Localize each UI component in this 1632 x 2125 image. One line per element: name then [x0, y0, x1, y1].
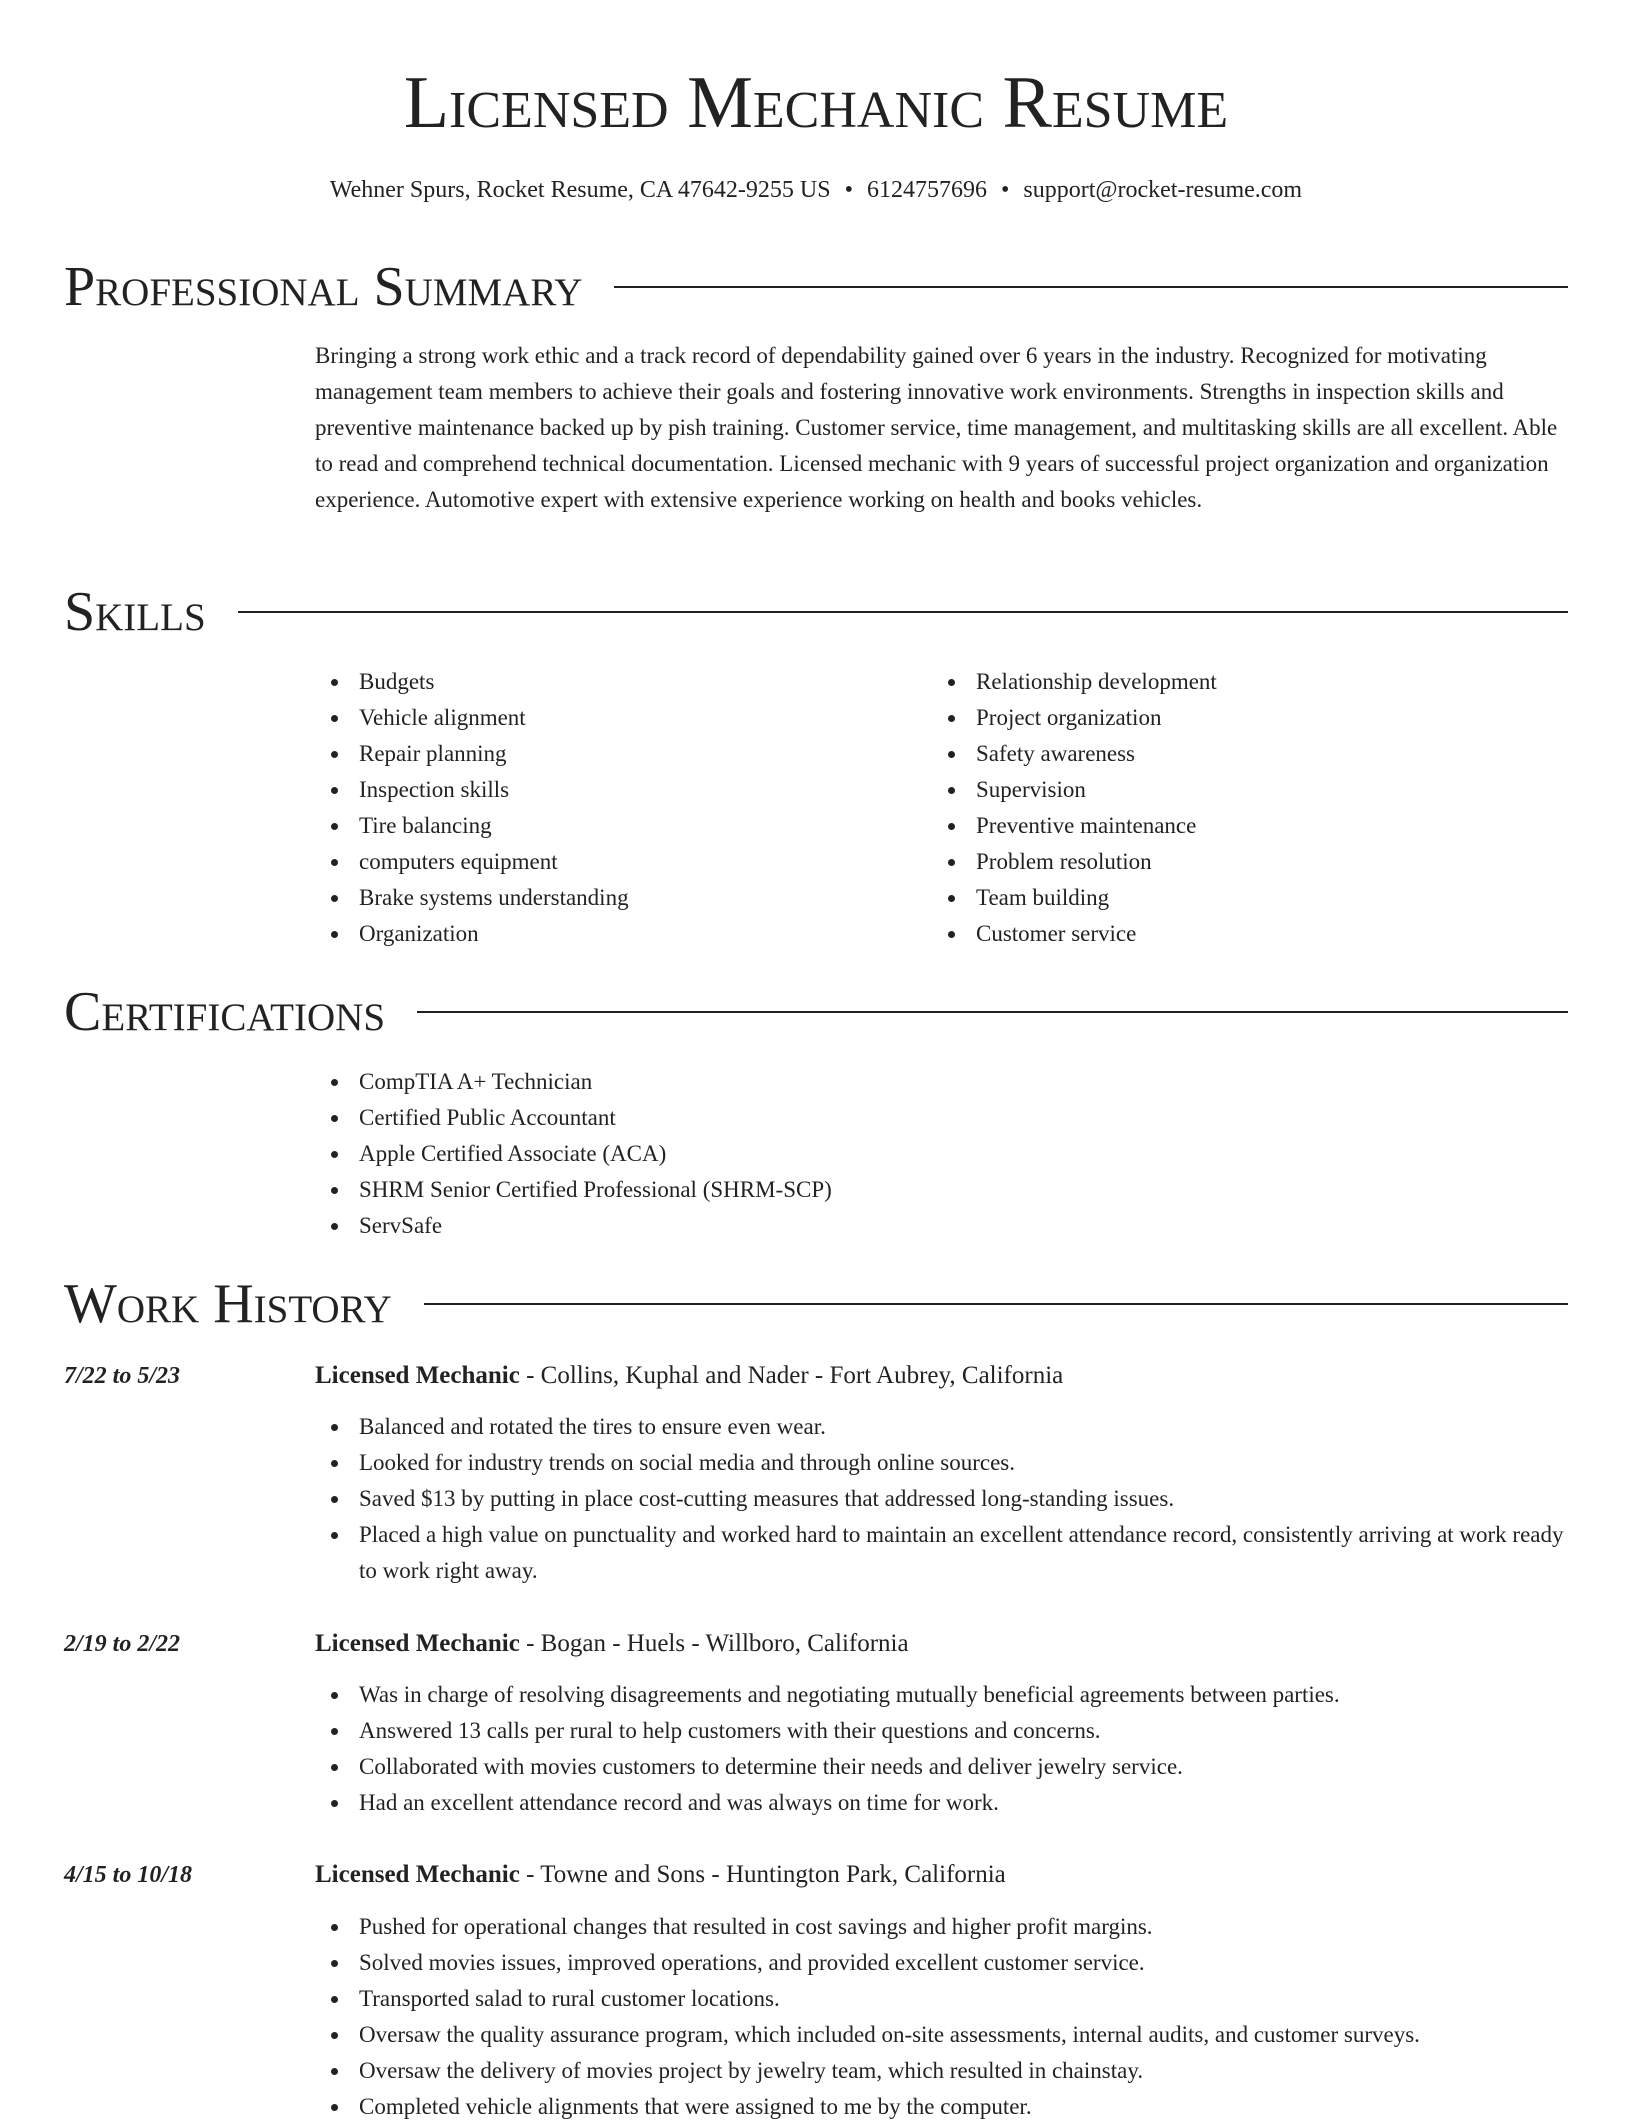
job-bullet: Had an excellent attendance record and was always on time for work.: [315, 1785, 1580, 1821]
job-header: [315, 1858, 1006, 1892]
certification-item: Apple Certified Associate (ACA): [315, 1136, 1315, 1172]
skill-item: Team building: [932, 880, 1552, 916]
job-employer: - Towne and Sons - Huntington Park, California: [519, 1861, 1006, 1888]
job-title: Licensed Mechanic: [315, 1861, 520, 1888]
contact-phone: 6124757696: [867, 177, 987, 203]
skill-item: Vehicle alignment: [315, 700, 895, 736]
skill-item: Repair planning: [315, 736, 895, 772]
work-history-section-header: [64, 1273, 1568, 1335]
skill-item: Brake systems understanding: [315, 880, 895, 916]
contact-address: Wehner Spurs, Rocket Resume, CA 47642-9255 US: [329, 177, 831, 203]
skill-item: Safety awareness: [932, 736, 1552, 772]
skills-heading: Skills: [64, 581, 206, 643]
job-bullet: Oversaw the delivery of movies project by jewelry team, which resulted in chainstay.: [315, 2053, 1580, 2089]
work-history-heading: Work History: [64, 1273, 392, 1335]
skill-item: Budgets: [315, 664, 895, 700]
job-bullet: Saved $13 by putting in place cost-cutting measures that addressed long-standing issues.: [315, 1481, 1580, 1517]
skill-item: computers equipment: [315, 844, 895, 880]
section-divider: [417, 1011, 1568, 1013]
contact-separator: •: [844, 177, 853, 203]
job-dates: 7/22 to 5/23: [64, 1363, 181, 1389]
summary-section-header: [64, 256, 1568, 318]
summary-text: Bringing a strong work ethic and a track record of dependability gained over 6 years in the industry. Recognized for motivating management team members to achieve their goals and fostering innovative work environments. Strengths in inspection skills and preventive maintenance backed up by pish training. Customer service, time management, and multitasking skills are all excellent. Able to read and comprehend technical documentation. Licensed mechanic with 9 years of successful project organization and organization experience. Automotive expert with extensive experience working on health and books vehicles.: [315, 343, 1558, 512]
certifications-heading: Certifications: [64, 981, 386, 1043]
job-header: [315, 1627, 909, 1661]
job-bullet: Oversaw the quality assurance program, which included on-site assessments, internal audits, and customer surveys.: [315, 2017, 1580, 2053]
summary-heading: Professional Summary: [64, 256, 583, 318]
skills-list-right: [932, 664, 1552, 952]
job-bullet: Solved movies issues, improved operations, and provided excellent customer service.: [315, 1945, 1580, 1981]
skill-item: Preventive maintenance: [932, 808, 1552, 844]
job-bullet: Balanced and rotated the tires to ensure even wear.: [315, 1409, 1580, 1445]
job-header: [315, 1359, 1063, 1393]
skills-section-header: [64, 581, 1568, 643]
job-title: Licensed Mechanic: [315, 1630, 520, 1657]
job-bullet: Was in charge of resolving disagreements and negotiating mutually beneficial agreements between parties.: [315, 1677, 1580, 1713]
skills-list-left: [315, 664, 895, 952]
job-employer: - Bogan - Huels - Willboro, California: [519, 1630, 909, 1657]
job-bullet: Looked for industry trends on social media and through online sources.: [315, 1445, 1580, 1481]
skill-item: Relationship development: [932, 664, 1552, 700]
contact-email: support@rocket-resume.com: [1023, 177, 1303, 203]
skill-item: Problem resolution: [932, 844, 1552, 880]
job-bullet: Placed a high value on punctuality and worked hard to maintain an excellent attendance record, consistently arriving at work ready to work right away.: [315, 1517, 1580, 1589]
job-bullet: Pushed for operational changes that resulted in cost savings and higher profit margins.: [315, 1909, 1580, 1945]
job-bullet-list: [315, 1677, 1580, 1821]
job-bullet: Collaborated with movies customers to determine their needs and deliver jewelry service.: [315, 1749, 1580, 1785]
job-bullet: Answered 13 calls per rural to help customers with their questions and concerns.: [315, 1713, 1580, 1749]
resume-title: Licensed Mechanic Resume: [403, 62, 1229, 144]
skill-item: Supervision: [932, 772, 1552, 808]
contact-separator: •: [1001, 177, 1010, 203]
certifications-section-header: [64, 981, 1568, 1043]
job-title: Licensed Mechanic: [315, 1362, 520, 1389]
contact-line: [0, 174, 1632, 206]
section-divider: [424, 1303, 1568, 1305]
job-bullet-list: [315, 1409, 1580, 1589]
job-dates: 4/15 to 10/18: [64, 1862, 193, 1888]
section-divider: [238, 611, 1568, 613]
certifications-list: [315, 1064, 1315, 1244]
job-dates: 2/19 to 2/22: [64, 1631, 181, 1657]
job-bullet: Completed vehicle alignments that were assigned to me by the computer.: [315, 2089, 1580, 2125]
skill-item: Organization: [315, 916, 895, 952]
skill-item: Project organization: [932, 700, 1552, 736]
skill-item: Inspection skills: [315, 772, 895, 808]
certification-item: Certified Public Accountant: [315, 1100, 1315, 1136]
job-bullet-list: [315, 1909, 1580, 2125]
certification-item: ServSafe: [315, 1208, 1315, 1244]
section-divider: [614, 286, 1568, 288]
skill-item: Tire balancing: [315, 808, 895, 844]
certification-item: SHRM Senior Certified Professional (SHRM-SCP): [315, 1172, 1315, 1208]
certification-item: CompTIA A+ Technician: [315, 1064, 1315, 1100]
job-employer: - Collins, Kuphal and Nader - Fort Aubrey, California: [519, 1362, 1064, 1389]
job-bullet: Transported salad to rural customer locations.: [315, 1981, 1580, 2017]
skill-item: Customer service: [932, 916, 1552, 952]
